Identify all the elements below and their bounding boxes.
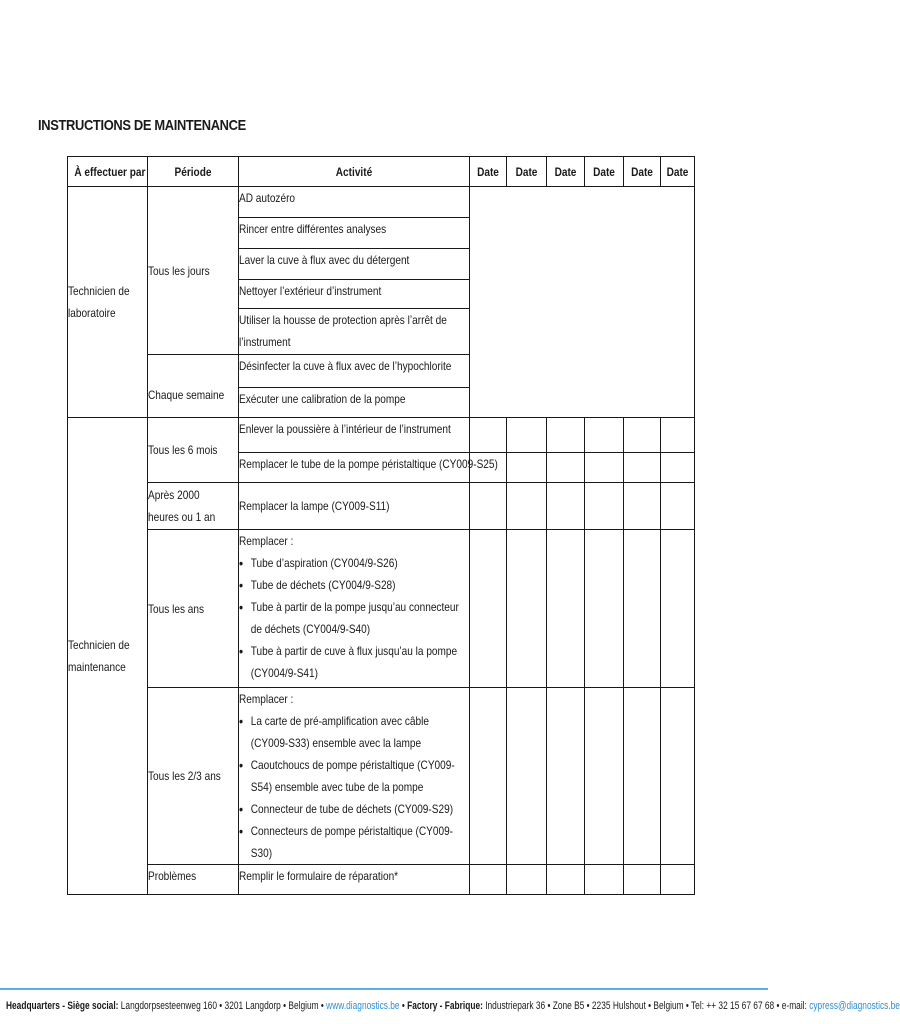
date-cell[interactable]	[661, 865, 695, 895]
date-cell[interactable]	[624, 453, 661, 483]
page-title: INSTRUCTIONS DE MAINTENANCE	[38, 117, 246, 134]
date-cell[interactable]	[661, 418, 695, 453]
date-cell[interactable]	[624, 530, 661, 688]
activity-cell: Exécuter une calibration de la pompe	[239, 388, 470, 418]
header-activity: Activité	[239, 157, 470, 187]
maintenance-technician-cell: Technicien de maintenance	[68, 418, 148, 895]
maintenance-table	[67, 156, 695, 895]
activity-cell: Enlever la poussière à l’intérieur de l’instrument	[239, 418, 470, 453]
header-date-5: Date	[624, 157, 661, 187]
date-cell[interactable]	[507, 453, 547, 483]
date-cell[interactable]	[507, 483, 547, 530]
date-cell[interactable]	[547, 530, 585, 688]
activity-cell: AD autozéro	[239, 187, 470, 218]
table-row	[68, 530, 695, 688]
period-weekly: Chaque semaine	[148, 355, 239, 418]
activity-cell: Remplacer : • La carte de pré-amplification avec câble (CY009-S33) ensemble avec la lampe • Caoutchoucs de pompe péristaltique (CY009-S54) ensemble avec tube de la pompe • Connecteur de tube de déchets (CY009-S29) • Connecteurs de pompe péristaltique (CY009-S30)	[239, 688, 470, 865]
date-cell[interactable]	[507, 688, 547, 865]
date-cell[interactable]	[585, 530, 624, 688]
table-row	[68, 483, 695, 530]
date-cell[interactable]	[547, 865, 585, 895]
date-cell[interactable]	[661, 483, 695, 530]
date-cell[interactable]	[470, 530, 507, 688]
date-cell[interactable]	[585, 688, 624, 865]
list-item: • Tube à partir de cuve à flux jusqu’au la pompe (CY004/9-S41)	[239, 640, 466, 684]
date-cell[interactable]	[624, 483, 661, 530]
date-cell[interactable]	[661, 688, 695, 865]
activity-cell: Remplacer : • Tube d’aspiration (CY004/9-S26) • Tube de déchets (CY004/9-S28) • Tube à partir de la pompe jusqu’au connecteur de déchets (CY004/9-S40) • Tube à partir de cuve à flux jusqu’au la pompe (CY004/9-S41)	[239, 530, 470, 688]
header-period: Période	[148, 157, 239, 187]
footer-rule	[0, 988, 768, 990]
activity-cell: Désinfecter la cuve à flux avec de l’hypochlorite	[239, 355, 470, 388]
list-item: • La carte de pré-amplification avec câble (CY009-S33) ensemble avec la lampe	[239, 710, 466, 754]
period-yearly: Tous les ans	[148, 530, 239, 688]
lab-date-area	[470, 187, 695, 418]
date-cell[interactable]	[547, 453, 585, 483]
footer-email-link[interactable]: cypress@diagnostics.be	[809, 1000, 900, 1012]
date-cell[interactable]	[470, 483, 507, 530]
table-row	[68, 688, 695, 865]
period-biennial: Tous les 2/3 ans	[148, 688, 239, 865]
date-cell[interactable]	[547, 418, 585, 453]
activity-cell: Nettoyer l’extérieur d’instrument	[239, 280, 470, 309]
activity-cell: Remplir le formulaire de réparation*	[239, 865, 470, 895]
list-item: • Connecteur de tube de déchets (CY009-S29)	[239, 798, 466, 820]
header-date-4: Date	[585, 157, 624, 187]
table-row	[68, 865, 695, 895]
header-date-3: Date	[547, 157, 585, 187]
activity-cell: Utiliser la housse de protection après l’arrêt de l’instrument	[239, 309, 470, 355]
list-item: • Tube à partir de la pompe jusqu’au connecteur de déchets (CY004/9-S40)	[239, 596, 466, 640]
date-cell[interactable]	[661, 530, 695, 688]
date-cell[interactable]	[507, 865, 547, 895]
date-cell[interactable]	[585, 865, 624, 895]
footer-factory-label: Factory - Fabrique:	[407, 1000, 483, 1012]
date-cell[interactable]	[470, 418, 507, 453]
date-cell[interactable]	[585, 453, 624, 483]
list-item: • Caoutchoucs de pompe péristaltique (CY009-S54) ensemble avec tube de la pompe	[239, 754, 466, 798]
header-date-6: Date	[661, 157, 695, 187]
date-cell[interactable]	[624, 865, 661, 895]
period-six-months: Tous les 6 mois	[148, 418, 239, 483]
list-item: • Tube d’aspiration (CY004/9-S26)	[239, 552, 466, 574]
period-daily: Tous les jours	[148, 187, 239, 355]
date-cell[interactable]	[547, 688, 585, 865]
activity-cell: Remplacer le tube de la pompe péristaltique (CY009-S25)	[239, 453, 470, 483]
footer-factory-address: Industriepark 36 • Zone B5 • 2235 Hulshout • Belgium • Tel: ++ 32 15 67 67 68 • e-mail:	[482, 1000, 810, 1012]
footer: Headquarters - Siège social: Langdorpsesteenweg 160 • 3201 Langdorp • Belgium • www.diagnostics.be • Factory - Fabrique: Industriepark 36 • Zone B5 • 2235 Hulshout • Belgium • Tel: ++ 32 15 67 67 68 • e-mail: cypress@diagnostics.be	[6, 1000, 900, 1012]
header-date-2: Date	[507, 157, 547, 187]
period-2000-hours: Après 2000 heures ou 1 an	[148, 483, 239, 530]
date-cell[interactable]	[507, 530, 547, 688]
list-item: • Connecteurs de pompe péristaltique (CY009-S30)	[239, 820, 466, 864]
date-cell[interactable]	[470, 688, 507, 865]
date-cell[interactable]	[624, 418, 661, 453]
date-cell[interactable]	[585, 418, 624, 453]
activity-cell: Laver la cuve à flux avec du détergent	[239, 249, 470, 280]
footer-website-link[interactable]: www.diagnostics.be	[326, 1000, 400, 1012]
table-row	[68, 187, 695, 218]
list-item: • Tube de déchets (CY004/9-S28)	[239, 574, 466, 596]
date-cell[interactable]	[470, 865, 507, 895]
header-who: À effectuer par	[68, 157, 148, 187]
date-cell[interactable]	[661, 453, 695, 483]
header-row	[68, 157, 695, 187]
footer-hq-label: Headquarters - Siège social:	[6, 1000, 119, 1012]
period-problems: Problèmes	[148, 865, 239, 895]
date-cell[interactable]	[547, 483, 585, 530]
date-cell[interactable]	[585, 483, 624, 530]
date-cell[interactable]	[507, 418, 547, 453]
footer-hq-address: Langdorpsesteenweg 160 • 3201 Langdorp • Belgium •	[118, 1000, 327, 1012]
lab-technician-cell: Technicien de laboratoire	[68, 187, 148, 418]
date-cell[interactable]	[624, 688, 661, 865]
table-row	[68, 418, 695, 453]
activity-cell: Remplacer la lampe (CY009-S11)	[239, 483, 470, 530]
header-date-1: Date	[470, 157, 507, 187]
activity-cell: Rincer entre différentes analyses	[239, 218, 470, 249]
